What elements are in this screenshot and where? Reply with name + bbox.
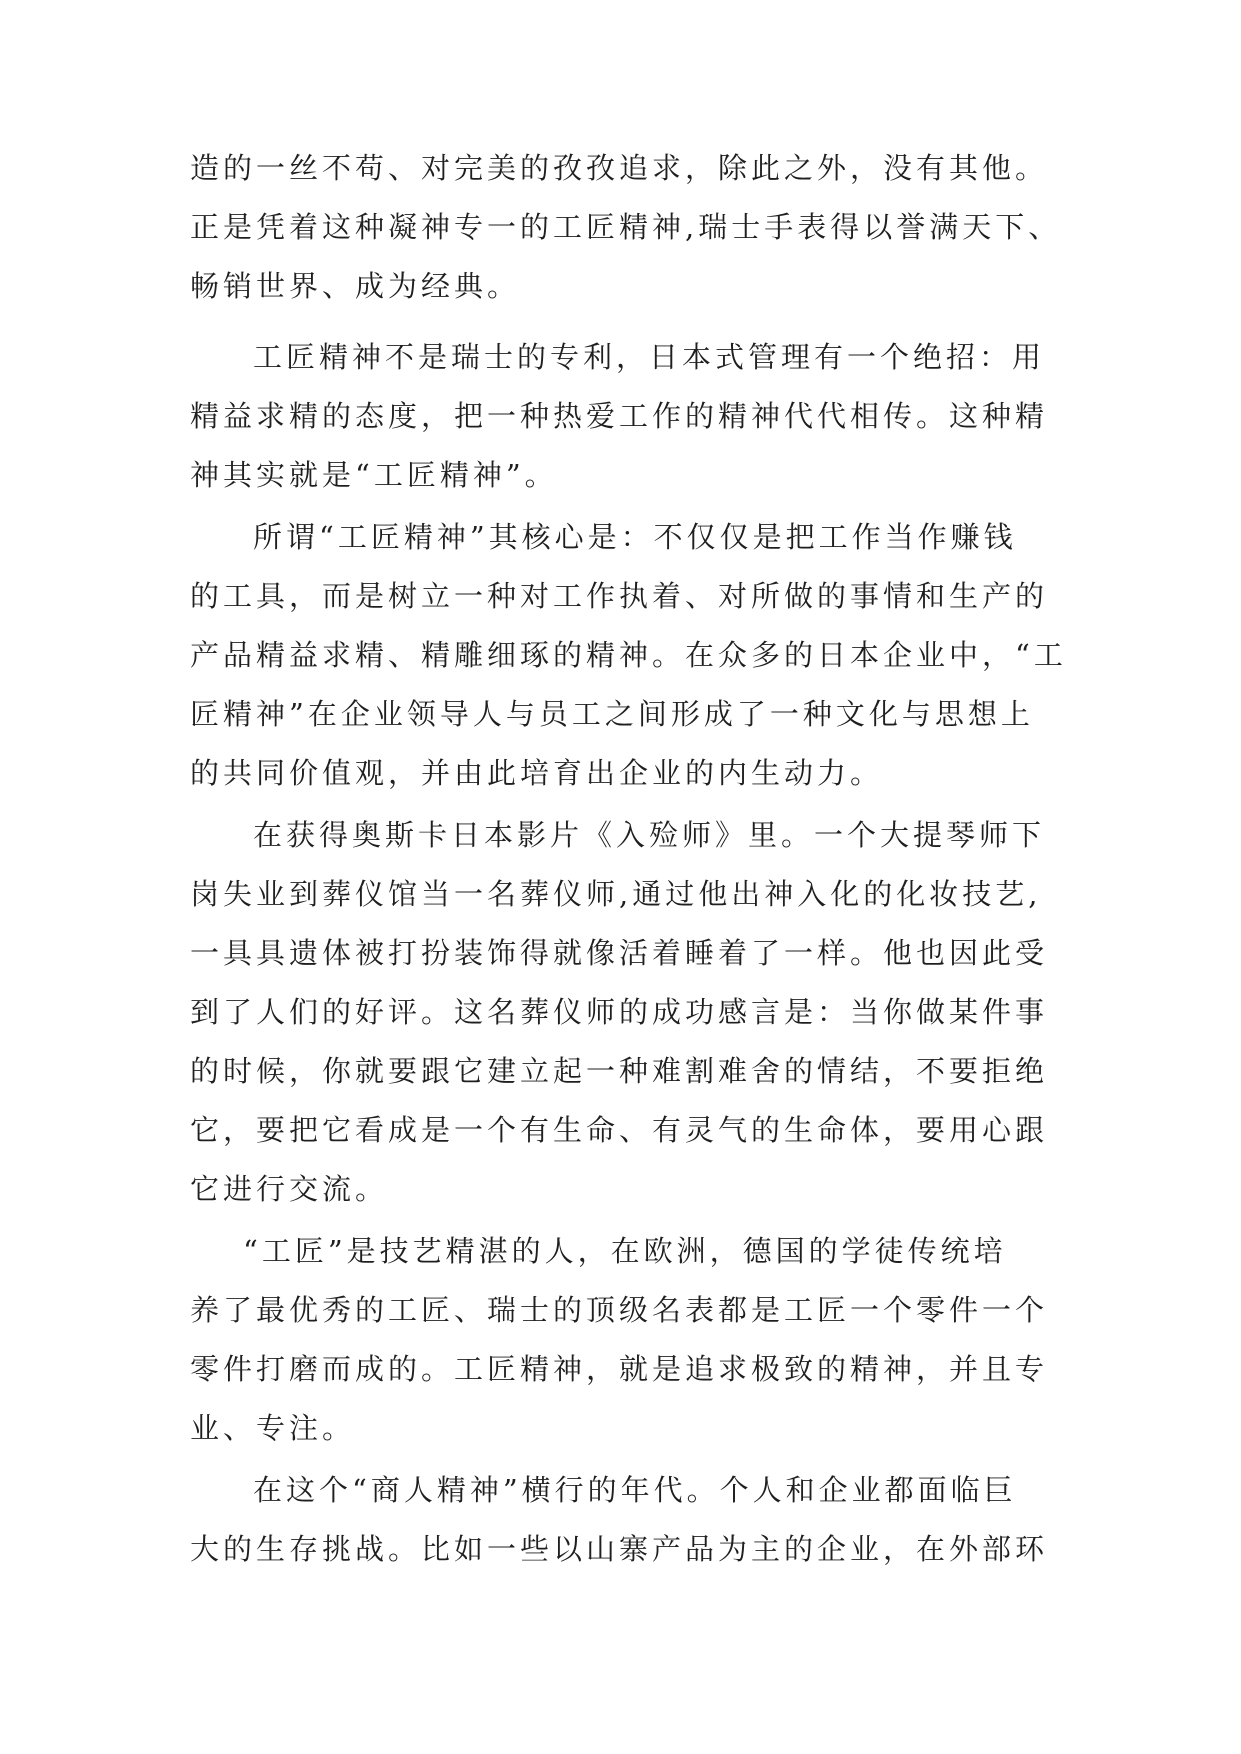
text-line: 所谓“工匠精神”其核心是：不仅仅是把工作当作赚钱 xyxy=(253,520,1017,554)
text-line: 大的生存挑战。比如一些以山寨产品为主的企业，在外部环 xyxy=(190,1532,1049,1566)
text-line: 的共同价值观，并由此培育出企业的内生动力。 xyxy=(190,756,884,790)
text-line: 到了人们的好评。这名葬仪师的成功感言是：当你做某件事 xyxy=(190,995,1049,1029)
text-line: 它进行交流。 xyxy=(190,1172,389,1206)
text-line: 业、专注。 xyxy=(190,1411,356,1445)
text-line: 产品精益求精、精雕细琢的精神。在众多的日本企业中，“工 xyxy=(190,638,1067,672)
text-line: 零件打磨而成的。工匠精神，就是追求极致的精神，并且专 xyxy=(190,1352,1049,1386)
text-line: 精益求精的态度，把一种热爱工作的精神代代相传。这种精 xyxy=(190,399,1049,433)
text-line: 养了最优秀的工匠、瑞士的顶级名表都是工匠一个零件一个 xyxy=(190,1293,1049,1327)
text-line: 的工具，而是树立一种对工作执着、对所做的事情和生产的 xyxy=(190,579,1049,613)
text-line: 岗失业到葬仪馆当一名葬仪师,通过他出神入化的化妆技艺, xyxy=(190,877,1042,911)
text-line: 它，要把它看成是一个有生命、有灵气的生命体，要用心跟 xyxy=(190,1113,1049,1147)
text-line: 造的一丝不苟、对完美的孜孜追求，除此之外，没有其他。 xyxy=(190,151,1049,185)
text-line: 的时候，你就要跟它建立起一种难割难舍的情结，不要拒绝 xyxy=(190,1054,1049,1088)
text-line: 一具具遗体被打扮装饰得就像活着睡着了一样。他也因此受 xyxy=(190,936,1049,970)
text-line: “工匠”是技艺精湛的人，在欧洲，德国的学徒传统培 xyxy=(243,1234,1007,1268)
text-line: 正是凭着这种凝神专一的工匠精神,瑞士手表得以誉满天下、 xyxy=(190,210,1062,244)
text-line: 在获得奥斯卡日本影片《入殓师》里。一个大提琴师下 xyxy=(253,818,1046,852)
text-line: 畅销世界、成为经典。 xyxy=(190,269,521,303)
text-line: 工匠精神不是瑞士的专利，日本式管理有一个绝招：用 xyxy=(253,340,1046,374)
text-line: 在这个“商人精神”横行的年代。个人和企业都面临巨 xyxy=(253,1473,1017,1507)
text-line: 匠精神”在企业领导人与员工之间形成了一种文化与思想上 xyxy=(190,697,1034,731)
text-line: 神其实就是“工匠精神”。 xyxy=(190,458,558,492)
